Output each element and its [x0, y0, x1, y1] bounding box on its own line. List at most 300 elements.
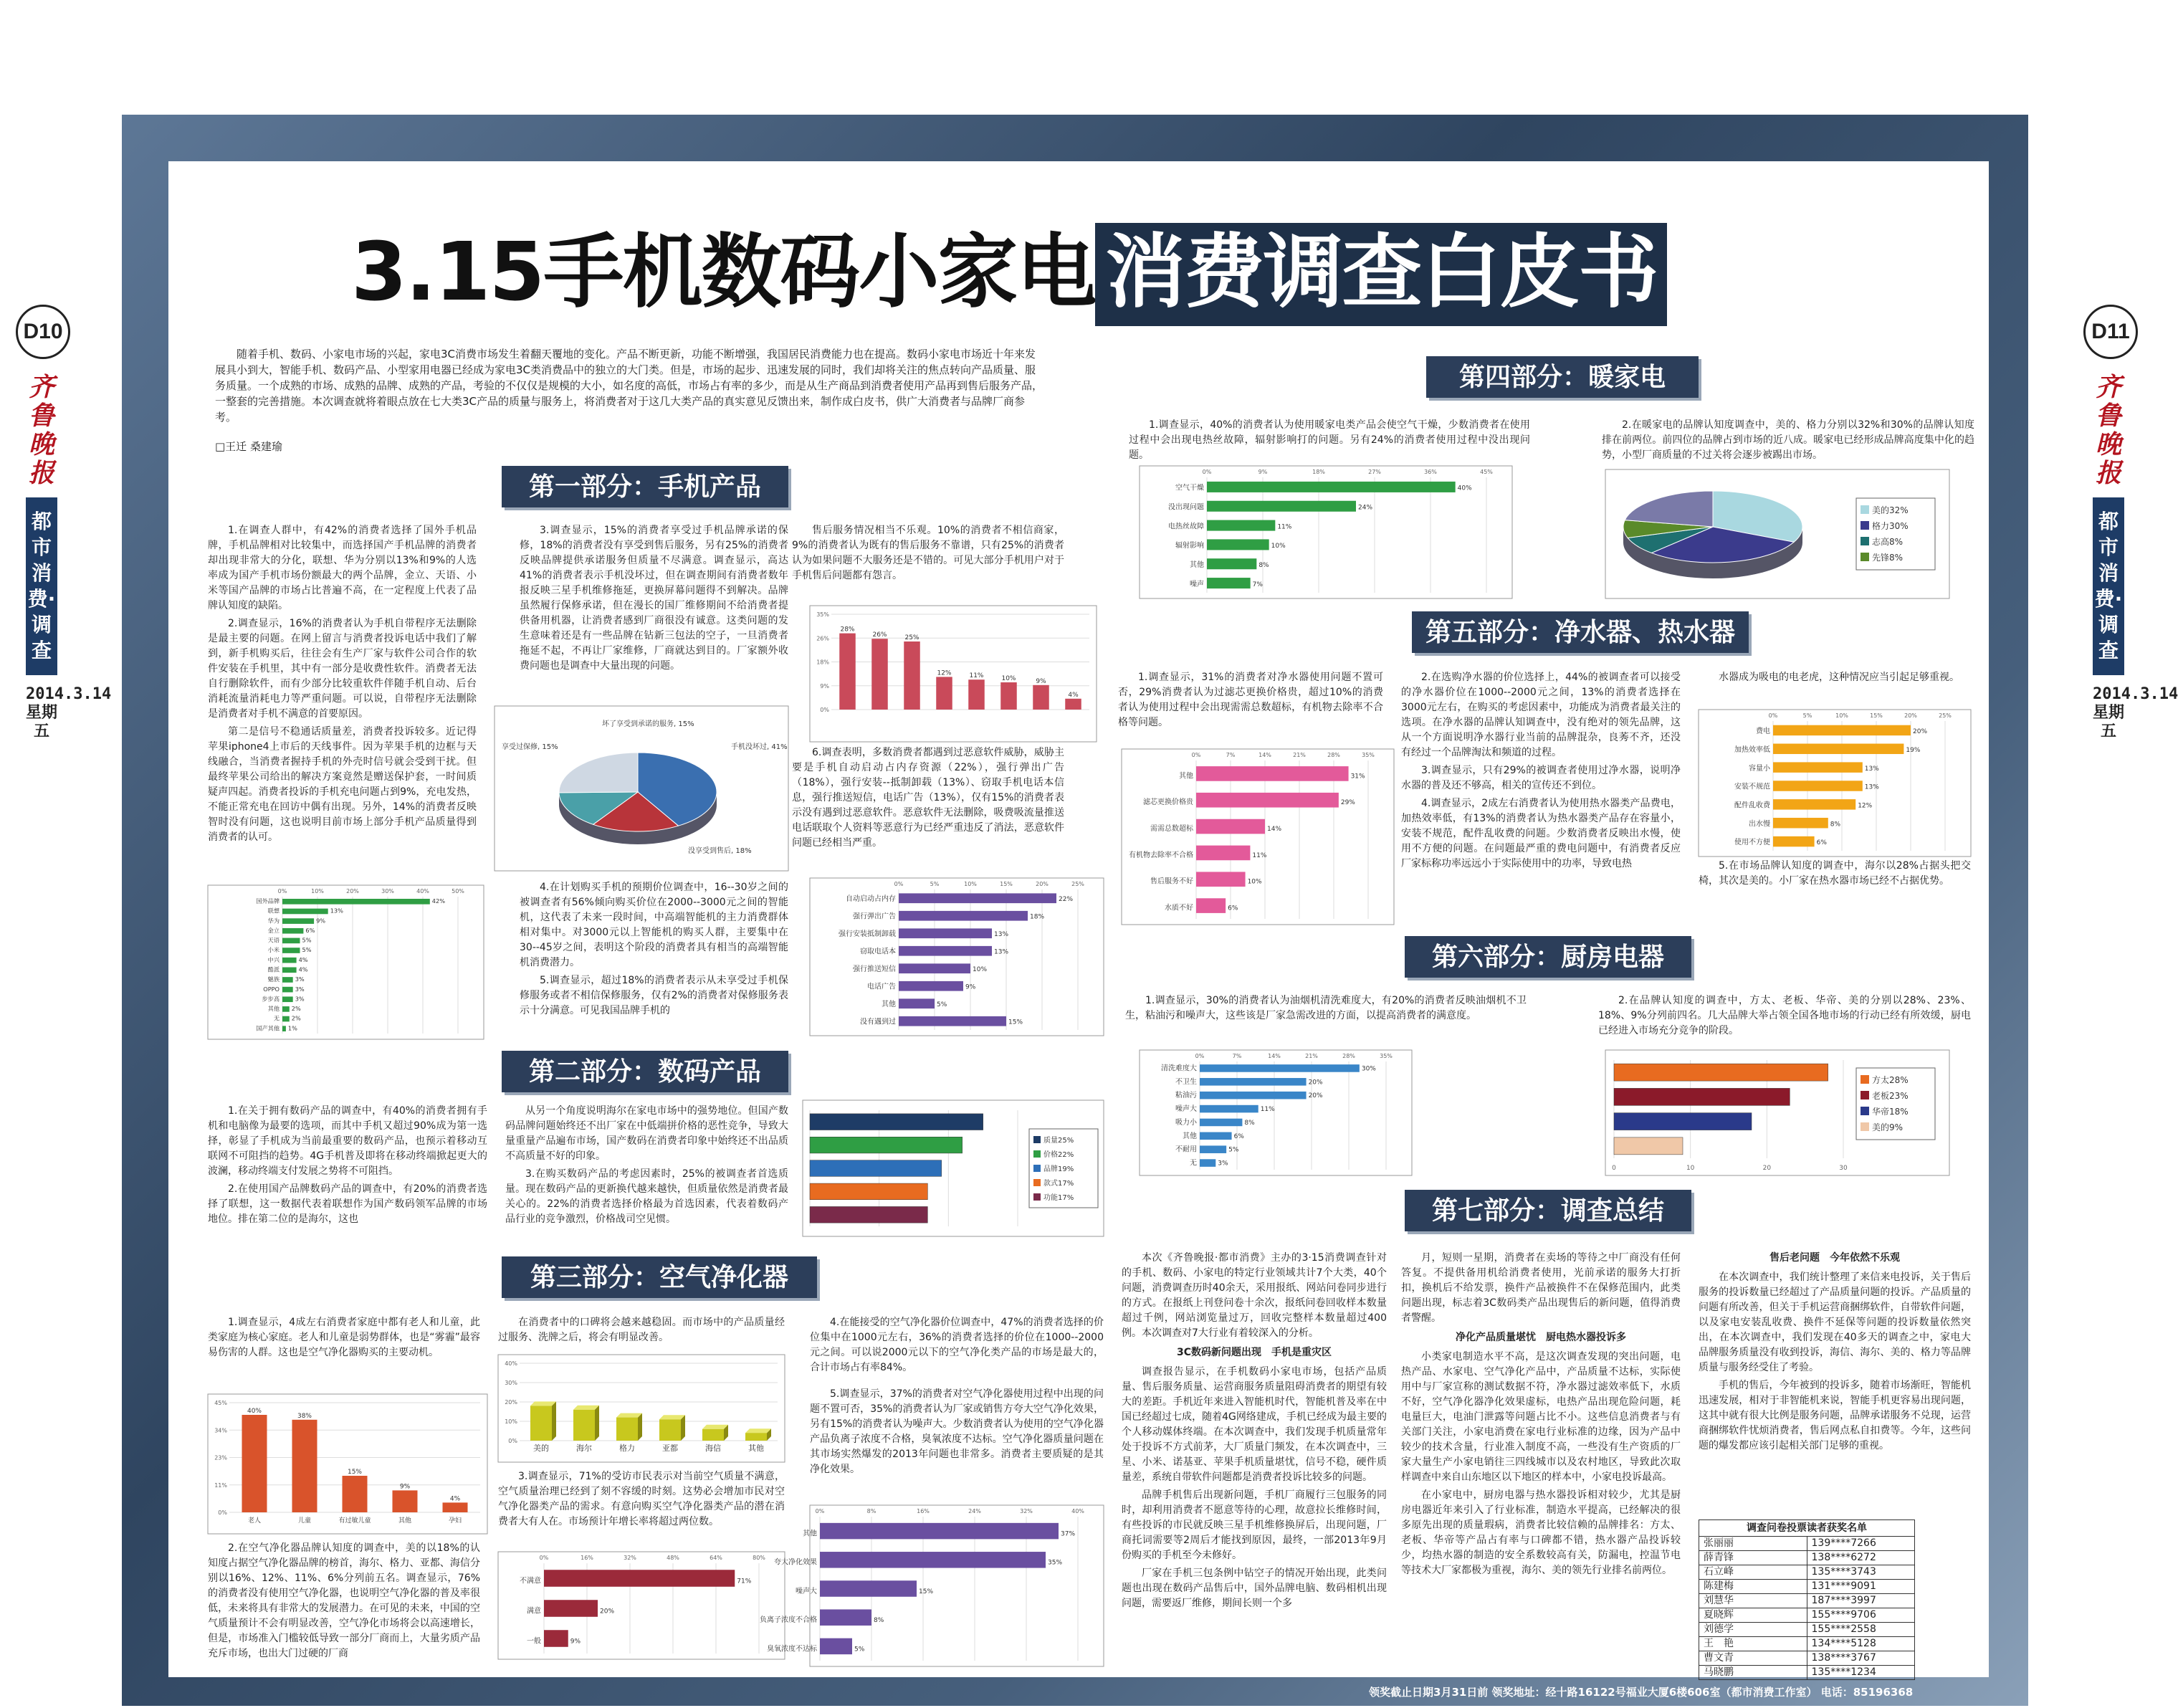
- winner-row: [1699, 1608, 1914, 1622]
- tick-label: 15%: [1870, 712, 1883, 719]
- data-label: 6%: [1816, 839, 1827, 847]
- bar: [282, 909, 328, 915]
- legend-label: 志高8%: [1872, 537, 1904, 547]
- bar: [1200, 1078, 1307, 1086]
- data-label: 15%: [347, 1469, 363, 1476]
- tick-label: 30: [1839, 1165, 1848, 1172]
- bar: [282, 987, 293, 993]
- legend-label: 价格22%: [1043, 1151, 1074, 1159]
- chart-heater-problems: [1140, 466, 1512, 598]
- tick-label: 7%: [1226, 752, 1236, 758]
- data-label: 12%: [1858, 802, 1873, 810]
- data-label: 18%: [1030, 913, 1045, 921]
- data-label: 13%: [1864, 783, 1879, 791]
- issue-date: 2014.3.14 星期五: [26, 685, 112, 740]
- air-column-2b: 3.调查显示，71%的受访市民表示对当前空气质量不满意，空气质量治理已经到了刻不容缓的时刻。这势必会增加市民对空气净化器类产品的需求。有意向购买空气净化器类产品的潜在消费者大有人在。市场预计年增长率将超过两位数。: [498, 1471, 785, 1527]
- bar: [1207, 501, 1356, 512]
- bar: [282, 918, 314, 924]
- bar: [1200, 1064, 1360, 1072]
- category-label: 强行推送短信: [853, 965, 896, 974]
- category-label: 海尔: [576, 1444, 592, 1453]
- tick-label: 45%: [214, 1400, 227, 1406]
- category-label: 海信: [705, 1444, 721, 1453]
- pie-label: 坏了享受到承诺的服务, 15%: [602, 720, 694, 728]
- category-label: 粘油污: [1175, 1092, 1197, 1100]
- chart-water-heater-problems: [1699, 710, 1971, 857]
- winner-row: [1699, 1651, 1914, 1665]
- phones-column-3b: 6.调查表明，多数消费者都遇到过恶意软件威胁，威胁主要是手机自动启动占内存资源（22%），强行弹出广告（18%），强行安装--抵制卸载（13%）、窃取手机电话本信息，强行推送短信，电话广告（13%），仅有15%的消费者表示没有遇到过恶意软件。恶意软件无法删除，吸费吸流量推送电话联取个人资料等恶意行为已经严重违反了消法，恶意软件问题已经相当严重。: [792, 747, 1064, 849]
- data-label: 11%: [1252, 851, 1267, 859]
- tick-label: 10%: [505, 1418, 517, 1425]
- chart-hood-problems: [1140, 1050, 1412, 1175]
- data-label: 3%: [295, 985, 305, 993]
- pie-label: 手机没坏过, 41%: [731, 743, 788, 751]
- bar: [1207, 558, 1256, 569]
- legend-swatch: [1033, 1165, 1041, 1172]
- bar-top: [616, 1413, 642, 1418]
- bar: [282, 968, 297, 973]
- winner-phone: 135****3743: [1807, 1565, 1915, 1579]
- bar: [544, 1600, 598, 1617]
- tick-label: 0%: [820, 707, 829, 713]
- tick-label: 16%: [581, 1555, 593, 1561]
- chart-digital-factors: [803, 1100, 1104, 1236]
- tick-label: 0%: [1202, 469, 1212, 475]
- winner-phone: 139****7266: [1807, 1537, 1915, 1550]
- tick-label: 9%: [1258, 469, 1268, 475]
- bar: [573, 1410, 595, 1441]
- category-label: 其他: [803, 1530, 817, 1538]
- data-label: 13%: [994, 931, 1009, 939]
- legend-label: 方太28%: [1872, 1075, 1909, 1085]
- summary-subhead-phones: 3C数码新问题出现 手机是重灾区: [1176, 1347, 1332, 1358]
- issue-date: 2014.3.14 星期五: [2093, 685, 2178, 740]
- bar: [1200, 1145, 1226, 1153]
- tick-label: 30%: [381, 888, 394, 894]
- legend-swatch: [1861, 1107, 1869, 1115]
- data-label: 38%: [297, 1412, 312, 1420]
- legend-label: 款式17%: [1043, 1180, 1074, 1188]
- water-column-2: 2.在选购净水器的价位选择上，44%的被调查者可以接受的净水器价位在1000--2000元之间，13%的消费者选择在3000元左右，在购买的考虑因素中，功能成为消费者最关注的选项。在净水器的品牌认知调查中，没有绝对的领先品牌，这从一个方面说明净水器行业当前的品牌混杂，良莠不齐，还没有经过一个品牌淘汰和频道的过程。 3.调查显示，只有29%的被调查者使用过净水器，说明净水器的普及还不够高，相关的宣传还不到位。 4.调查显示，2成左右消费者认为使用热水器类产品费电，加热效率低，有13%的消费者认为热水器类产品存在容量小，安装不规范，配件乱收费的问题。少数消费者反映出水慢，使用不方便的问题。在问题最严重的费电问题中，有消费者反应厂家标称功率远远小于实际使用中的功率，导致电热: [1401, 672, 1681, 869]
- tick-label: 40%: [416, 888, 429, 894]
- data-label: 11%: [969, 672, 984, 680]
- category-label: 其他: [1179, 772, 1193, 781]
- category-label: 负离子浓度不合格: [760, 1616, 817, 1625]
- category-label: 无: [273, 1014, 280, 1022]
- data-label: 13%: [1864, 765, 1879, 773]
- data-label: 8%: [1244, 1119, 1255, 1127]
- tick-label: 0%: [539, 1555, 549, 1561]
- winner-name: 夏晓辉: [1704, 1609, 1734, 1621]
- bar-top: [573, 1406, 599, 1410]
- legend-swatch: [1861, 1075, 1869, 1084]
- category-label: 没有遇到过: [860, 1018, 896, 1026]
- phones-column-2: 3.调查显示，15%的消费者享受过手机品牌承诺的保修，18%的消费者没有享受到售后服务，另有25%的消费者反映品牌提供承诺服务但质量不尽满意。调查显示，高达41%的消费者表示手机没坏过，但在调查期间有消费者数年报反映三星手机维修拖延，更换屏幕问题得不到解决。品牌虽然履行保修承诺，但在漫长的国厂维修期间不给消费者提供备用机器，让消费者感到厂商很没有诚意。这类问题的发生意味着还是有一些品牌在钻新三包法的空子，一旦消费者拖延不起，不再让厂家维修，厂商就达到目的。厂家额外收费问题也是调查中大量出现的问题。: [520, 525, 788, 672]
- category-label: 强行弹出广告: [853, 912, 896, 921]
- tick-label: 0: [1612, 1165, 1616, 1172]
- category-label: 配件乱收费: [1734, 801, 1770, 810]
- bar: [1614, 1064, 1828, 1081]
- bar: [1000, 682, 1017, 710]
- bar: [544, 1570, 735, 1587]
- tick-label: 0%: [218, 1509, 227, 1516]
- tick-label: 25%: [1071, 881, 1084, 887]
- tick-label: 48%: [667, 1555, 679, 1561]
- category-label: 窃取电话本: [860, 948, 896, 956]
- chart-malware-threats: [810, 878, 1104, 1036]
- bar: [242, 1415, 267, 1512]
- bar: [1773, 744, 1904, 754]
- winner-name: 马晓鹏: [1704, 1666, 1734, 1678]
- bar: [899, 946, 992, 956]
- bar: [820, 1609, 871, 1626]
- category-label: 不卫生: [1175, 1078, 1197, 1087]
- legend-label: 先锋8%: [1872, 553, 1904, 563]
- air-column-1b: 2.在空气净化器品牌认知度的调查中，美的以18%的认知度占据空气净化器品牌的榜首，海尔、格力、亚都、海信分别以16%、12%、11%、6%分列前五名。调查显示，76%的消费者没有使用空气净化器，也说明空气净化器的普及率很低，未来将具有非常大的发展潜力。在可见的未来，中国的空气质量预计不会有明显改善，空气净化市场将会以高速增长，但是，市场准入门槛较低导致一部分厂商而上，大量劣质产品充斥市场，也出大门过硬的厂商: [208, 1542, 480, 1659]
- data-label: 29%: [1340, 799, 1355, 807]
- data-label: 10%: [1001, 675, 1016, 682]
- bar: [1773, 781, 1863, 791]
- air-column-3: 4.在能接受的空气净化器价位调查中，47%的消费者选择的价位集中在1000元左右，36%的消费者选择的价位在1000--2000元之间。可以说2000元以下的空气净化类产品的市场是最大的，合计市场占有率84%。: [810, 1317, 1104, 1373]
- left-page-number: D10: [16, 305, 70, 359]
- winner-name: 陈建梅: [1704, 1580, 1734, 1592]
- data-label: 28%: [840, 626, 855, 634]
- section-header-phones: 第一部分：手机产品: [502, 466, 788, 507]
- tick-label: 10%: [964, 881, 977, 887]
- bar: [820, 1580, 917, 1597]
- category-label: 其他: [398, 1517, 412, 1525]
- tick-label: 28%: [1327, 752, 1340, 758]
- category-label: 费电: [1756, 727, 1770, 736]
- bar: [1196, 766, 1349, 781]
- bar: [1773, 725, 1911, 735]
- footer-notice: 领奖截止日期3月31日前 领奖地址：经十路16122号福业大厦6楼606室（都市消费工作室） 电话：85196368: [1369, 1686, 1914, 1699]
- summary-subhead-aftersales: 售后老问题 今年依然不乐观: [1769, 1252, 1900, 1264]
- legend-swatch: [1861, 505, 1869, 514]
- data-label: 2%: [291, 1005, 301, 1013]
- tick-label: 16%: [917, 1508, 930, 1514]
- bar: [1614, 1113, 1752, 1130]
- section-header-water: 第五部分：净水器、热水器: [1412, 611, 1749, 653]
- page-title: 3.15手机数码小家电 消费调查白皮书: [351, 208, 1667, 323]
- tick-label: 14%: [1258, 752, 1271, 758]
- tick-label: 40%: [1071, 1508, 1084, 1514]
- chart-purifier-problems: [760, 1505, 1104, 1666]
- tick-label: 0%: [1768, 712, 1778, 719]
- data-label: 11%: [1260, 1106, 1275, 1114]
- paper-logo: 齐鲁晚报: [28, 372, 54, 488]
- winner-name: 刘德学: [1704, 1623, 1734, 1635]
- bar: [282, 977, 293, 983]
- bar-side: [638, 1413, 642, 1441]
- data-label: 2%: [291, 1014, 301, 1022]
- bar: [702, 1429, 724, 1441]
- legend-label: 品牌19%: [1043, 1165, 1074, 1173]
- data-label: 13%: [994, 948, 1009, 956]
- data-label: 15%: [919, 1588, 934, 1595]
- tick-label: 21%: [1305, 1053, 1318, 1059]
- chart-air-satisfaction: [498, 1552, 785, 1659]
- tick-label: 20%: [346, 888, 359, 894]
- bar: [1196, 898, 1226, 913]
- data-label: 14%: [1267, 825, 1282, 833]
- data-label: 40%: [1457, 485, 1472, 492]
- category-label: 出水慢: [1749, 820, 1770, 829]
- chart-purifier-family: [208, 1394, 487, 1534]
- bar: [899, 963, 970, 973]
- data-label: 4%: [298, 965, 308, 973]
- category-label: 夸大净化效果: [774, 1558, 817, 1567]
- category-label: 酷派: [267, 965, 280, 973]
- data-label: 20%: [1308, 1092, 1323, 1100]
- winner-phone: 138****6272: [1807, 1551, 1915, 1565]
- tick-label: 0%: [277, 888, 287, 894]
- bar: [899, 928, 992, 938]
- byline: □王迁 桑建瑜: [215, 440, 282, 453]
- winner-phone: 138****3767: [1807, 1651, 1915, 1665]
- data-label: 71%: [737, 1578, 752, 1585]
- tick-label: 34%: [214, 1427, 227, 1434]
- category-label: 无: [1190, 1159, 1197, 1168]
- right-sidebar: [2093, 372, 2178, 741]
- data-label: 24%: [1358, 504, 1373, 512]
- bar: [820, 1552, 1046, 1568]
- bar: [1196, 846, 1250, 861]
- air-column-2: 在消费者中的口碑将会越来越稳固。而市场中的产品质量经过服务、洗牌之后，将会有明显改善。: [498, 1317, 785, 1343]
- category-label: 辐射影响: [1175, 542, 1204, 550]
- data-label: 10%: [973, 966, 988, 974]
- category-label: 天语: [267, 936, 280, 944]
- category-label: 格力: [619, 1444, 635, 1453]
- data-label: 3%: [295, 975, 305, 983]
- tick-label: 35%: [1362, 752, 1375, 758]
- tick-label: 64%: [710, 1555, 722, 1561]
- bar: [810, 1114, 983, 1130]
- section-header-heating: 第四部分：暖家电: [1426, 356, 1699, 398]
- category-label: 其他: [882, 1001, 896, 1009]
- tick-label: 0%: [508, 1438, 517, 1444]
- winners-table: [1699, 1519, 1915, 1680]
- bar: [1196, 793, 1339, 808]
- category-label: 魅族: [267, 975, 280, 983]
- tick-label: 25%: [1939, 712, 1952, 719]
- water-column-3: 水器成为吸电的电老虎，这种情况应当引起足够重视。: [1719, 672, 1959, 683]
- bar: [282, 996, 293, 1002]
- tick-label: 10%: [1835, 712, 1848, 719]
- bar: [282, 1016, 290, 1022]
- bar-side: [681, 1415, 685, 1441]
- tick-label: 15%: [1000, 881, 1013, 887]
- data-label: 22%: [1059, 896, 1074, 904]
- tick-label: 8%: [866, 1508, 877, 1514]
- winner-phone: 134****5128: [1807, 1637, 1915, 1651]
- bar: [839, 634, 856, 710]
- tick-label: 0%: [1195, 1053, 1205, 1059]
- winner-row: [1699, 1565, 1914, 1579]
- bar: [292, 1420, 317, 1512]
- winner-name: 张丽丽: [1704, 1537, 1734, 1549]
- section-label: 都市消费·调查: [26, 497, 57, 675]
- category-label: 使用不方便: [1734, 839, 1770, 847]
- digital-column-1: 1.在关于拥有数码产品的调查中，有40%的消费者拥有手机和电脑像为最要的选项，而其中手机又超过90%成为第一选择，彰显了手机成为当前最重要的数码产品，也预示着移动互联网不可阻挡的趋势。4G手机普及即将在移动终端掀起更大的波澜，移动终端支付发展之势将不可阻挡。 2.在使用国产品牌数码产品的调查中，有20%的消费者选择了联想，这一数据代表着联想作为国产数码领军品牌的市场地位。排在第二位的是海尔，这也: [208, 1105, 487, 1225]
- bar: [1207, 482, 1456, 492]
- chart-purifier-brand: [498, 1355, 785, 1462]
- data-label: 40%: [247, 1408, 262, 1415]
- bar: [968, 679, 985, 710]
- bar-side: [595, 1406, 599, 1441]
- data-label: 8%: [874, 1617, 884, 1625]
- pie-label: 没享受到售后, 18%: [688, 847, 752, 855]
- category-label: 其他: [1183, 1132, 1197, 1140]
- tick-label: 18%: [1312, 469, 1325, 475]
- winner-name: 曹文青: [1704, 1652, 1734, 1664]
- category-label: 不耐用: [1175, 1145, 1197, 1154]
- data-label: 9%: [570, 1638, 581, 1646]
- bar: [1614, 1137, 1683, 1155]
- bar: [899, 911, 1028, 921]
- bar: [899, 893, 1056, 903]
- bar: [282, 1026, 286, 1031]
- bar: [443, 1502, 468, 1512]
- bar: [282, 958, 297, 963]
- bar-top: [530, 1401, 556, 1406]
- bar: [393, 1490, 418, 1512]
- category-label: 小米: [267, 946, 280, 954]
- category-label: 售后服务不好: [1150, 877, 1193, 886]
- bar: [1207, 578, 1251, 588]
- heating-column-1: 1.调查显示，40%的消费者认为使用暖家电类产品会使空气干燥，少数消费者在使用过程中会出现电热丝故障，辐射影响打的问题。另有24%的消费者使用过程中没出现问题。: [1129, 419, 1530, 461]
- bar: [1196, 819, 1265, 834]
- digital-column-2: 从另一个角度说明海尔在家电市场中的强势地位。但国产数码品牌问题始终还不出厂家在中低端拼价格的恶性竞争，导致大量重量产品遍布市场，国产数码在消费者印象中始终还不出品质不高质量不好的印象。 3.在购买数码产品的考虑因素时，25%的被调查者首选质量。现在数码产品的更新换代越来越快，但质量依然是消费者最关心的。22%的消费者选择价格最为首选因素，代表着数码产品行业的竞争激烈，价格战司空见惯。: [505, 1105, 788, 1225]
- bar: [1773, 799, 1855, 809]
- tick-label: 32%: [1020, 1508, 1033, 1514]
- legend-swatch: [1033, 1179, 1041, 1186]
- category-label: 水质不好: [1165, 904, 1193, 912]
- data-label: 42%: [431, 897, 445, 905]
- bar-top: [702, 1425, 728, 1429]
- category-label: 老人: [247, 1517, 262, 1525]
- section-header-air-purifier: 第三部分：空气净化器: [502, 1256, 817, 1298]
- tick-label: 9%: [820, 682, 829, 690]
- tick-label: 23%: [214, 1454, 227, 1461]
- data-label: 10%: [1271, 543, 1286, 550]
- winner-name: 王 艳: [1704, 1638, 1734, 1649]
- category-label: 噪声大: [1175, 1105, 1197, 1114]
- bar: [899, 981, 963, 991]
- data-label: 9%: [1036, 677, 1046, 685]
- data-label: 5%: [302, 946, 312, 954]
- tick-label: 28%: [1342, 1053, 1355, 1059]
- air-column-3b: 5.调查显示，37%的消费者对空气净化器使用过程中出现的问题不置可否，35%的消费者认为厂家或销售方夸大空气净化效果，另有15%的消费者认为噪声大。少数消费者认为使用的空气净化器产品负离子浓度不合格，臭氧浓度不达标。空气净化器质量问题在其市场实然爆发的2013年问题也非常多。消费者主要质疑的是其净化效果。: [810, 1388, 1104, 1475]
- phones-column-3: 售后服务情况相当不乐观。10%的消费者不相信商家，9%的消费者认为既有的售后服务不靠谱，只有25%的消费者认为如果问题不大服务还是不错的。可见大部分手机用户对于手机售后问题都有怨言。: [792, 525, 1064, 581]
- legend-label: 华帝18%: [1872, 1107, 1909, 1117]
- category-label: 需需总数超标: [1150, 824, 1193, 833]
- phones-column-2b: 4.在计划购买手机的预期价位调查中，16--30岁之间的被调查者有56%倾向购买价位在2000--3000元之间的智能机，这代表了未来一段时间，中高端智能机的主力消费群体相对集中。对3000元以上智能机的购买人群，主要集中在30--45岁之间，表明这个阶段的消费者具有相当的高端智能机消费潜力。 5.调查显示，超过18%的消费者表示从未享受过手机保修服务或者不相信保修服务，仅有2%的消费者对保修服务表示十分满意。可见我国品牌手机的: [520, 882, 788, 1016]
- bar: [544, 1630, 568, 1647]
- data-label: 31%: [1350, 773, 1365, 781]
- category-label: 华为: [267, 917, 280, 925]
- intro-paragraph: 随着手机、数码、小家电市场的兴起，家电3C消费市场发生着翻天覆地的变化。产品不断更新，功能不断增强，我国居民消费能力也在提高。数码小家电市场近十年来发展具小到大，智能手机、数码产品、小型家用电器已经成为家电3C类消费品中的独立的大门类。但是，市场的起步、迅速发展的同时，我们却将关注的焦点转向产品质量、服务质量。一个成熟的市场、成熟的品牌、成熟的产品，考验的不仅仅是规模的大小，如名度的高低，市场占有率的多少，而是从生产商品到消费者使用产品再到售后服务产品，一整套的完善措施。本次调查就将着眼点放在七大类3C产品的质量与服务上，将消费者对于这几大类产品的真实意见反馈出来，制作成白皮书，供广大消费者与品牌厂商参考。: [215, 348, 1043, 424]
- bar: [899, 1016, 1006, 1026]
- category-label: 孕妇: [448, 1517, 462, 1525]
- data-label: 5%: [302, 936, 312, 944]
- winner-phone: 131****9091: [1807, 1580, 1915, 1593]
- tick-label: 40%: [505, 1360, 517, 1367]
- bar: [1200, 1119, 1242, 1127]
- tick-label: 36%: [1424, 469, 1437, 475]
- legend-label: 美的32%: [1872, 505, 1909, 515]
- water-column-1: 1.调查显示，31%的消费者对净水器使用问题不置可否，29%消费者认为过滤芯更换价格贵，超过10%的消费者认为使用过程中会出现需需总数超标，有机物去除率不合格等问题。: [1118, 672, 1383, 728]
- tick-label: 21%: [1293, 752, 1306, 758]
- category-label: 空气干燥: [1175, 484, 1204, 492]
- tick-label: 10%: [311, 888, 324, 894]
- winner-row: [1699, 1593, 1914, 1608]
- legend-label: 质量25%: [1043, 1137, 1074, 1145]
- data-label: 19%: [1906, 746, 1921, 754]
- data-label: 6%: [1228, 905, 1238, 912]
- legend-swatch: [1033, 1136, 1041, 1143]
- data-label: 8%: [1830, 821, 1841, 829]
- category-label: 美的: [533, 1444, 549, 1453]
- data-label: 9%: [316, 917, 326, 925]
- tick-label: 7%: [1232, 1053, 1242, 1059]
- bar: [904, 641, 920, 710]
- tick-label: 35%: [1380, 1053, 1393, 1059]
- section-header-digital: 第二部分：数码产品: [502, 1051, 788, 1092]
- category-label: 国外品牌: [256, 897, 280, 905]
- category-label: 电话广告: [867, 983, 896, 991]
- bar: [282, 899, 430, 905]
- data-label: 4%: [298, 955, 308, 963]
- legend-swatch: [1861, 1091, 1869, 1099]
- bar: [659, 1419, 681, 1441]
- bar: [1065, 699, 1081, 710]
- left-sidebar: [26, 372, 112, 741]
- winner-phone: 135****1234: [1807, 1666, 1915, 1679]
- legend-label: 功能17%: [1043, 1194, 1074, 1202]
- category-label: 强行安装抵制卸载: [839, 930, 896, 939]
- winner-row: [1699, 1550, 1914, 1565]
- chart-frame: [208, 885, 484, 1039]
- tick-label: 45%: [1480, 469, 1493, 475]
- bar: [282, 928, 303, 934]
- data-label: 20%: [600, 1608, 615, 1616]
- winner-row: [1699, 1636, 1914, 1651]
- legend-swatch: [1861, 537, 1869, 545]
- data-label: 37%: [1061, 1530, 1076, 1538]
- data-label: 12%: [937, 669, 952, 677]
- chart-phone-repair-pie: [495, 706, 788, 871]
- bar: [820, 1523, 1059, 1540]
- legend-swatch: [1033, 1150, 1041, 1158]
- bar: [820, 1638, 852, 1655]
- category-label: 一般: [527, 1637, 541, 1646]
- tick-label: 26%: [816, 635, 829, 642]
- winner-row: [1699, 1622, 1914, 1636]
- tick-label: 35%: [816, 611, 829, 618]
- winner-phone: 155****2558: [1807, 1623, 1915, 1636]
- tick-label: 32%: [624, 1555, 636, 1561]
- category-label: 步步高: [262, 995, 280, 1003]
- tick-label: 30%: [505, 1380, 517, 1386]
- data-label: 8%: [1258, 562, 1269, 570]
- summary-column-3: 售后老问题 今年依然不乐观 在本次调查中，我们统计整理了来信来电投诉，关于售后服务的投诉数量已经超过了产品质量问题的投诉。产品质量的问题有所改善，但关于手机运营商捆绑软件，自带软件问题，以及家电安装乱收费、换件不延保等问题的投诉数量依然突出，在本次调查中，我们发现在40多天的调查之中，家电大品牌服务质量没有收到投诉，海信、海尔、美的、格力等品牌质量与服务经受住了考验。 手机的售后，今年被到的投诉多，随着市场渐旺，智能机迅速发展，相对于非智能机来说，智能手机更容易出现问题，这其中就有很大比例是服务问题，品牌承诺服务不兑现，运营商捆绑软件忧烦消费者，售后网点私自扣费等。今年，这些问题的爆发都应该引起相关部门足够的重视。: [1699, 1252, 1971, 1451]
- water-column-3b: 5.在市场品牌认知度的调查中，海尔以28%占据头把交椅，其次是美的。小厂家在热水器市场已经不占据优势。: [1699, 860, 1971, 887]
- bar: [282, 938, 300, 944]
- category-label: 其他: [267, 1005, 280, 1013]
- tick-label: 80%: [753, 1555, 765, 1561]
- legend-swatch: [1861, 553, 1869, 561]
